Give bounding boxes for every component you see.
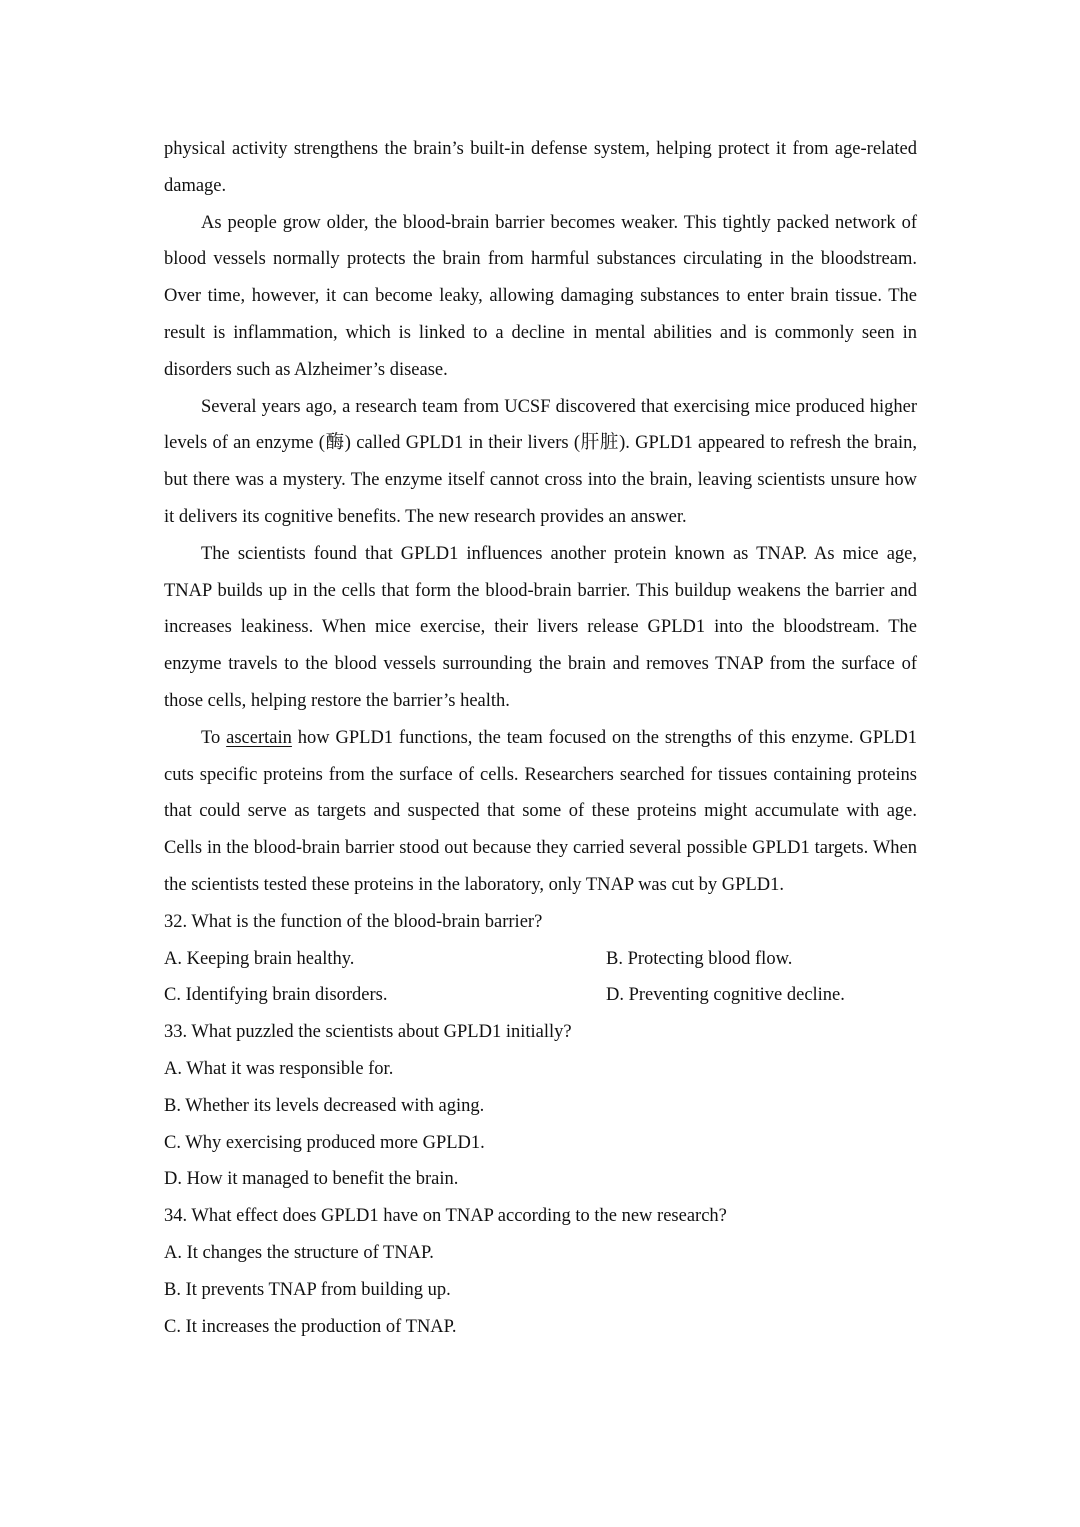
question-33-option-b: B. Whether its levels decreased with aging.: [164, 1095, 485, 1116]
passage-paragraph-3: The scientists found that GPLD1 influences another protein known as TNAP. As mice age, TNAP builds up in the cells that form the blood-brain barrier. This buildup weakens the barrier and increases leakiness. When mice exercise, their livers release GPLD1 into the bloodstream. The enzyme travels to the blood vessels surrounding the brain and removes TNAP from the surface of those cells, helping restore the barrier’s health.: [164, 543, 917, 711]
question-34-stem: 34. What effect does GPLD1 have on TNAP according to the new research?: [164, 1206, 727, 1227]
question-32-option-d: D. Preventing cognitive decline.: [606, 985, 845, 1006]
question-33-option-d: D. How it managed to benefit the brain.: [164, 1169, 459, 1190]
question-34-option-c: C. It increases the production of TNAP.: [164, 1316, 457, 1337]
question-34: [164, 1198, 917, 1345]
question-32-options-row-2: [164, 977, 917, 1014]
question-33-option-c: C. Why exercising produced more GPLD1.: [164, 1132, 485, 1153]
passage-paragraph-1: As people grow older, the blood-brain barrier becomes weaker. This tightly packed network of blood vessels normally protects the brain from harmful substances circulating in the bloodstream. Over time, however, it can become leaky, allowing damaging substances to enter brain tissue. The result is inflammation, which is linked to a decline in mental abilities and is commonly seen in disorders such as Alzheimer’s disease.: [164, 212, 917, 380]
question-34-option-b: B. It prevents TNAP from building up.: [164, 1279, 451, 1300]
paragraph-4-start: To: [201, 727, 227, 748]
passage-paragraph-2: Several years ago, a research team from UCSF discovered that exercising mice produced higher levels of an enzyme (酶) called GPLD1 in their livers (肝脏). GPLD1 appeared to refresh the brain, but there was a mystery. The enzyme itself cannot cross into the brain, leaving scientists unsure how it delivers its cognitive benefits. The new research provides an answer.: [164, 396, 917, 527]
question-32-option-c: C. Identifying brain disorders.: [164, 985, 388, 1006]
question-32: [164, 904, 917, 1014]
question-33-stem: 33. What puzzled the scientists about GPLD1 initially?: [164, 1022, 572, 1043]
question-33: [164, 1014, 917, 1198]
underlined-word: ascertain: [226, 727, 292, 748]
question-34-option-a: A. It changes the structure of TNAP.: [164, 1242, 434, 1263]
question-32-stem: 32. What is the function of the blood-brain barrier?: [164, 911, 543, 932]
question-32-options-row-1: [164, 941, 917, 978]
paragraph-4-rest: how GPLD1 functions, the team focused on the strengths of this enzyme. GPLD1 cuts specific proteins from the surface of cells. Researchers searched for tissues containing proteins that could serve as targets and suspected that some of these proteins might accumulate with age. Cells in the blood-brain barrier stood out because they carried several possible GPLD1 targets. When the scientists tested these proteins in the laboratory, only TNAP was cut by GPLD1.: [164, 727, 917, 895]
passage-paragraph-0: physical activity strengthens the brain’s built-in defense system, helping protect it from age-related damage.: [164, 139, 917, 196]
passage-paragraph-4: [164, 720, 917, 904]
question-32-option-a: A. Keeping brain healthy.: [164, 948, 355, 969]
question-33-option-a: A. What it was responsible for.: [164, 1058, 394, 1079]
exam-page: [164, 131, 917, 1345]
question-32-option-b: B. Protecting blood flow.: [606, 948, 793, 969]
